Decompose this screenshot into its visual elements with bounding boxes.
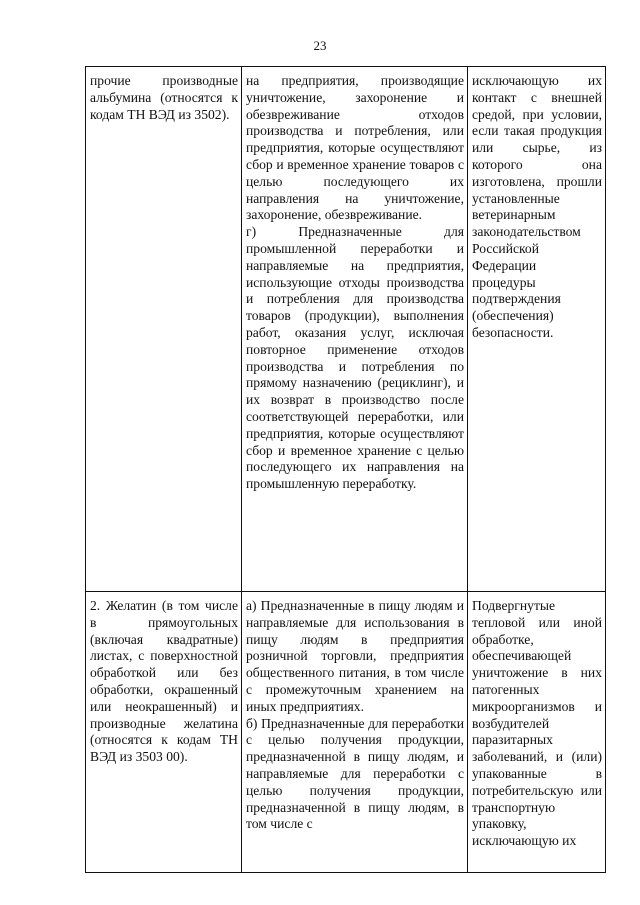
destination-paragraph: на предприятия, производящие уничтожение, захоронение и обезвреживание отходов производства и потребления, или предприятия, которые осуществляют сбор и временное хранение товаров с целью последующего их направления на уничтожение, захоронение, обезвреживание. xyxy=(246,73,464,223)
destination-cell xyxy=(242,67,468,592)
product-cell xyxy=(86,592,242,873)
conditions-cell xyxy=(468,67,606,592)
conditions-cell xyxy=(468,592,606,873)
page-number: 23 xyxy=(313,38,327,53)
regulation-table xyxy=(85,66,606,873)
destination-paragraph: а) Предназначенные в пищу людям и направляемые для использования в пищу людям в предприятия розничной торговли, предприятия общественного питания, в том числе с промежуточным хранением на иных предприятиях. xyxy=(246,598,464,714)
product-cell xyxy=(86,67,242,592)
destination-paragraph: г) Предназначенные для промышленной переработки и направляемые на предприятия, использующие отходы производства и потребления для производства товаров (продукции), выполнения работ, оказания услуг, исключая повторное применение отходов производства и потребления по прямому назначению (рециклинг), и их возврат в производство после соответствующей переработки, или предприятия, которые осуществляют сбор и временное хранение с целью последующего их направления на промышленную переработку. xyxy=(246,224,464,492)
destination-cell xyxy=(242,592,468,873)
conditions-text: исключающую их контакт с внешней средой, при условии, если такая продукция или сырье, из которого она изготовлена, прошли установленные ветеринарным законодательством Российской Федерации процедуры подтверждения (обеспечения) безопасности. xyxy=(472,73,602,340)
product-text: 2. Желатин (в том числе в прямоугольных (включая квадратные) листах, с поверхностной обработкой или без обработки, окрашенный или неокрашенный) и производные желатина (относятся к кодам ТН ВЭД из 3503 00). xyxy=(90,598,238,765)
conditions-text: Подвергнутые тепловой или иной обработке, обеспечивающей уничтожение в них патогенных микроорганизмов и возбудителей паразитарных заболеваний, и (или) упакованные в потребительскую или транспортную упаковку, исключающую их xyxy=(472,598,602,849)
table-row xyxy=(86,67,606,592)
table-row xyxy=(86,592,606,873)
destination-paragraph: б) Предназначенные для переработки с целью получения продукции, предназначенной в пищу людям, и направляемые для переработки с целью получения продукции, предназначенной в пищу людям, в том числе с xyxy=(246,715,464,832)
product-text: прочие производные альбумина (относятся к кодам ТН ВЭД из 3502). xyxy=(90,73,238,122)
